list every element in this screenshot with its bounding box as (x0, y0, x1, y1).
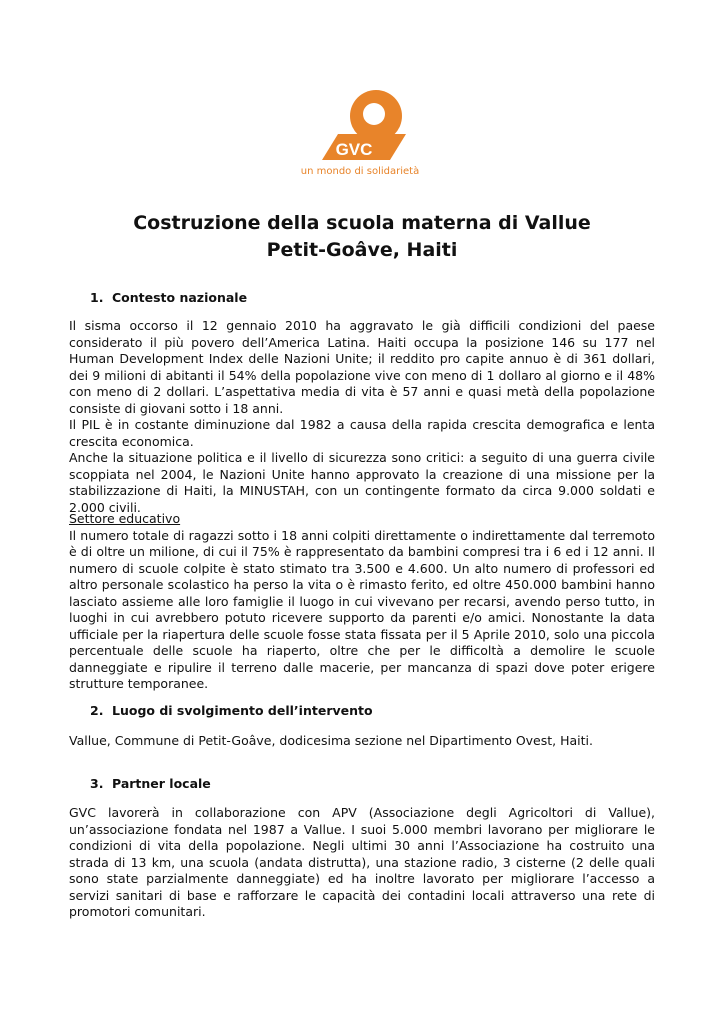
section-2-title: Luogo di svolgimento dell’intervento (112, 703, 373, 718)
section-1-number: 1. (90, 290, 104, 305)
section-2-heading (90, 703, 373, 719)
paragraph: Il sisma occorso il 12 gennaio 2010 ha aggravato le già difficili condizioni del paese considerato il più povero dell’America Latina. Haiti occupa la posizione 146 su 177 nel Human Development Index delle Nazioni Unite; il reddito pro capite annuo è di 361 dollari, dei 9 milioni di abitanti il 54% della popolazione vive con meno di 1 dollaro al giorno e il 48% con meno di 2 dollari. L’aspettativa media di vita è 57 anni e quasi metà della popolazione consiste di giovani sotto i 18 anni. (69, 318, 655, 416)
section-1-education (69, 511, 655, 693)
section-1-heading (90, 290, 247, 306)
section-3-heading (90, 776, 211, 792)
document-title (0, 210, 724, 264)
paragraph: Vallue, Commune di Petit-Goâve, dodicesima sezione nel Dipartimento Ovest, Haiti. (69, 733, 593, 748)
section-3-number: 3. (90, 776, 104, 791)
logo-tagline: un mondo di solidarietà (300, 166, 420, 177)
title-line-2: Petit-Goâve, Haiti (266, 239, 458, 261)
gvc-logo (292, 86, 428, 184)
paragraph: Il PIL è in costante diminuzione dal 1982 a causa della rapida crescita demografica e lenta crescita economica. (69, 417, 655, 449)
logo-text: GVC (335, 140, 373, 159)
section-2-number: 2. (90, 703, 104, 718)
paragraph: Anche la situazione politica e il livello di sicurezza sono critici: a seguito di una guerra civile scoppiata nel 2004, le Nazioni Unite hanno approvato la creazione di una missione per la stabilizzazione di Haiti, la MINUSTAH, con un contingente formato da circa 9.000 soldati e 2.000 civili. (69, 450, 655, 515)
section-3-title: Partner locale (112, 776, 211, 791)
section-3-body (69, 805, 655, 921)
paragraph: GVC lavorerà in collaborazione con APV (Associazione degli Agricoltori di Vallue), un’associazione fondata nel 1987 a Vallue. I suoi 5.000 membri lavorano per migliorare le condizioni di vita della popolazione. Negli ultimi 30 anni l’Associazione ha costruito una strada di 13 km, una scuola (andata distrutta), una stazione radio, 3 cisterne (2 delle quali sono state parzialmente danneggiate) ed ha inoltre lavorato per migliorare l’accesso a servizi sanitari di base e rafforzare le capacità dei contadini locali attraverso una rete di promotori comunitari. (69, 805, 655, 919)
paragraph: Il numero totale di ragazzi sotto i 18 anni colpiti direttamente o indirettamente dal terremoto è di oltre un milione, di cui il 75% è rappresentato da bambini compresi tra i 6 ed i 12 anni. Il numero di scuole colpite è stato stimato tra 3.500 e 4.600. Un alto numero di professori ed altro personale scolastico ha perso la vita o è rimasto ferito, ed oltre 450.000 bambini hanno lasciato assieme alle loro famiglie il luogo in cui vivevano per recarsi, avendo perso tutto, in luoghi in cui avrebbero potuto ricevere supporto da parenti e/o amici. Nonostante la data ufficiale per la riapertura delle scuole fosse stata fissata per il 5 Aprile 2010, solo una piccola percentuale delle scuole ha riaperto, oltre che per le difficoltà a demolire le scuole danneggiate e ripulire il terreno dalle macerie, per mancanza di spazi dove poter erigere strutture temporanee. (69, 527, 655, 691)
section-1-title: Contesto nazionale (112, 290, 248, 305)
gvc-logo-mark (292, 86, 428, 166)
subheading-settore-educativo: Settore educativo (69, 511, 181, 526)
section-2-body (69, 733, 655, 750)
title-line-1: Costruzione della scuola materna di Vallue (133, 212, 591, 234)
section-1-body (69, 318, 655, 516)
